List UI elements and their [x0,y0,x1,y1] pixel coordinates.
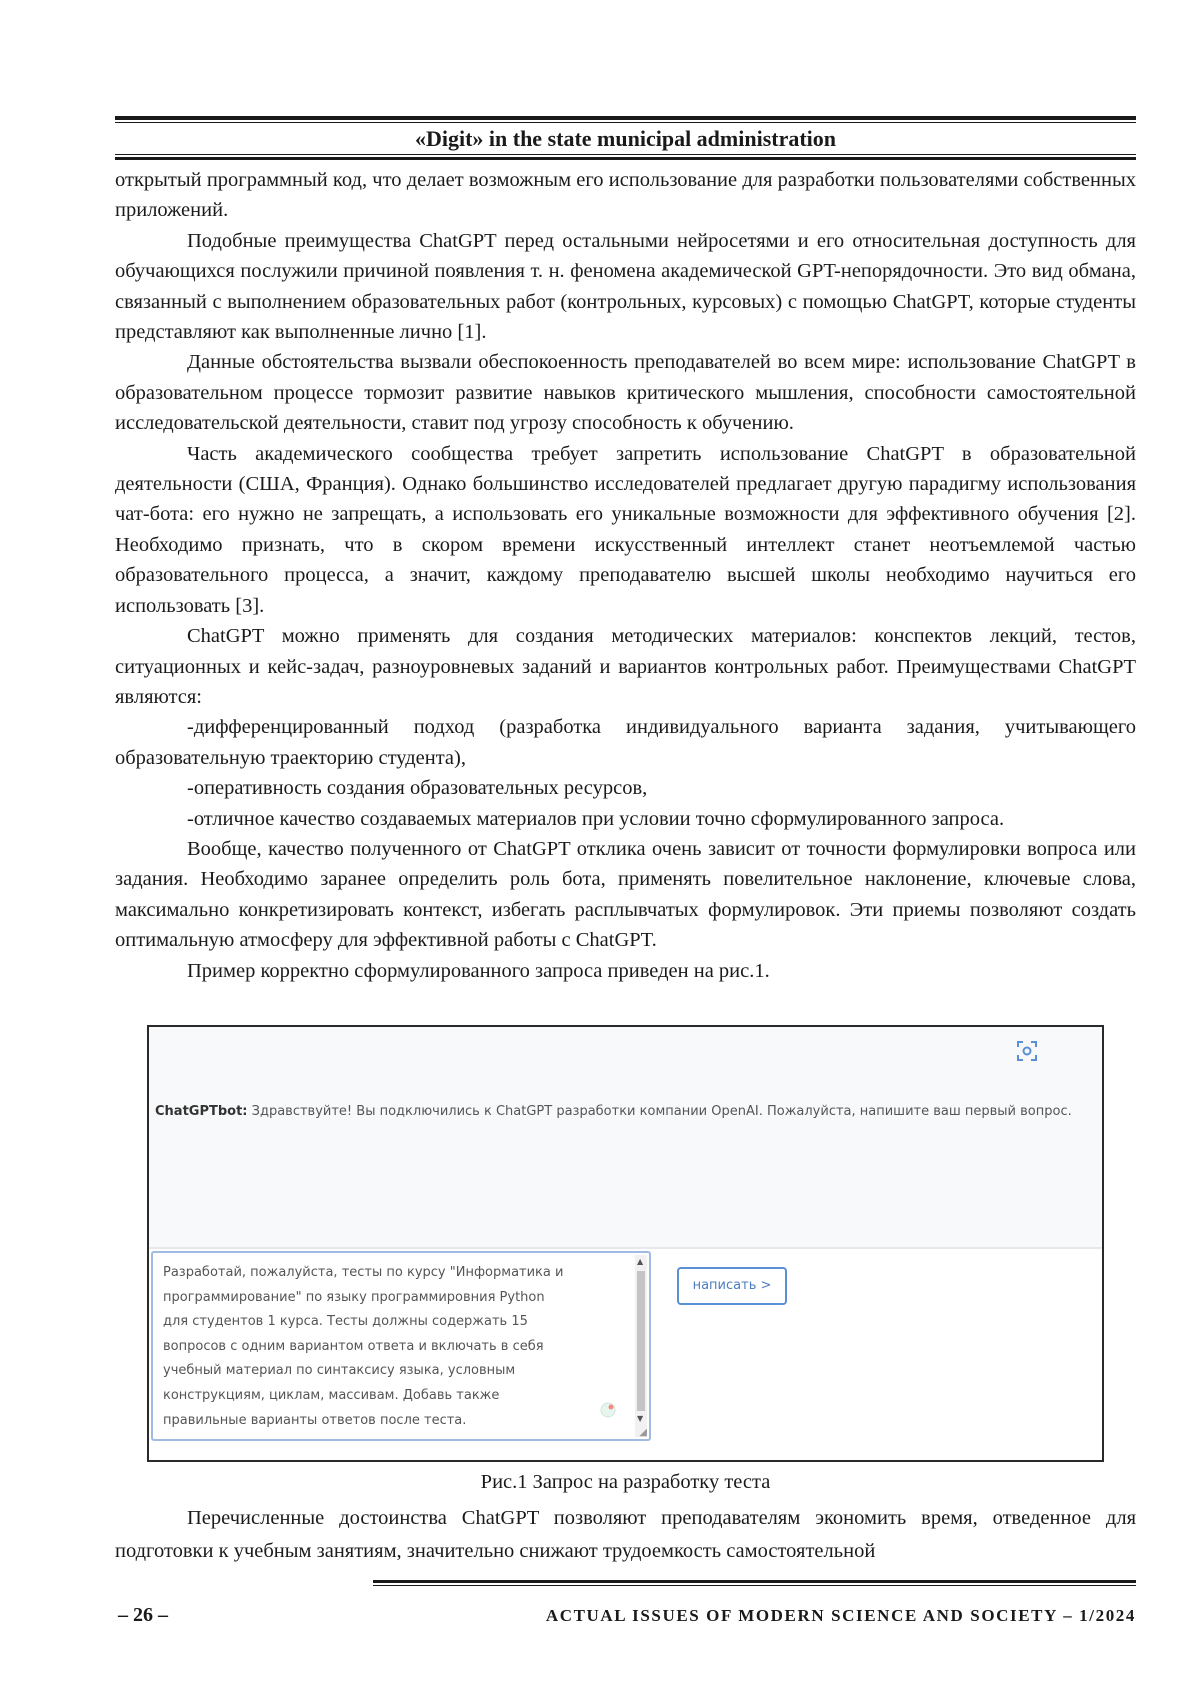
paragraph: открытый программный код, что делает возможным его использование для разработки пользователями собственных приложений. [115,169,1136,222]
prompt-text: Разработай, пожалуйста, тесты по курсу "Информатика и программирование" по языку программировния Python для студентов 1 курса. Тесты должны содержать 15 вопросов с одним вариантом ответа и включать в себя учебный материал по синтаксису языка, условным конструкциям, циклам, массивам. Добавь также правильные варианты ответов после теста. [163,1265,564,1428]
resize-grip-icon[interactable]: ◢ [639,1427,647,1438]
header-title: «Digit» in the state municipal administration [414,126,837,151]
list-item: -дифференцированный подход (разработка индивидуального варианта задания, учитывающего образовательную траекторию студента), [115,716,1136,769]
send-button[interactable]: написать > [677,1267,787,1305]
paragraph: Подобные преимущества ChatGPT перед остальными нейросетями и его относительная доступность для обучающихся послужили причиной появления т. н. феномена академической GPT-непорядочности. Это вид обмана, связанный с выполнением образовательных работ (контрольных, курсовых) с помощью ChatGPT, которые студенты представляют как выполненные лично [1]. [115,229,1136,344]
footer-rule [373,1580,1136,1586]
chat-history-panel [149,1027,1102,1249]
paragraph: Часть академического сообщества требует запретить использование ChatGPT в образовательной деятельности (США, Франция). Однако большинство исследователей предлагает другую парадигму использования чат-бота: его нужно не запрещать, а использовать его уникальные возможности для эффективного обучения [2]. Необходимо признать, что в скором времени искусственный интеллект станет неотъемлемой частью образовательного процесса, а значит, каждому преподавателю высшей школы необходимо научиться его использовать [3]. [115,442,1136,617]
paragraph: Вообще, качество полученного от ChatGPT отклика очень зависит от точности формулировки вопроса или задания. Необходимо заранее определить роль бота, применять повелительное наклонение, ключевые слова, максимально конкретизировать контекст, избегать расплывчатых формулировок. Эти приемы позволяют создать оптимальную атмосферу для эффективной работы с ChatGPT. [115,837,1136,952]
scroll-up-icon[interactable]: ▲ [637,1257,644,1266]
continuation-text [115,1502,1136,1568]
header-rule-bottom-thin [115,154,1136,155]
figure-chat-screenshot [147,1025,1104,1462]
scroll-thumb[interactable] [637,1271,645,1411]
figure-caption: Рис.1 Запрос на разработку теста [480,1471,771,1493]
header-rule-bottom [115,157,1136,160]
screenshot-icon[interactable] [1015,1039,1039,1063]
grammarly-icon[interactable] [599,1401,617,1419]
paragraph: Перечисленные достоинства ChatGPT позволяют преподавателям экономить время, отведенное для подготовки к учебным занятиям, значительно снижают трудоемкость самостоятельной [115,1507,1136,1562]
list-item: -отличное качество создаваемых материалов при условии точно сформулированного запроса. [187,807,1005,830]
chat-input-area [149,1249,1102,1460]
body-text [115,165,1136,986]
paragraph: Пример корректно сформулированного запроса приведен на рис.1. [187,959,770,982]
paragraph: Данные обстоятельства вызвали обеспокоенность преподавателей во всем мире: использование ChatGPT в образовательном процессе тормозит развитие навыков критического мышления, способности самостоятельной исследовательской деятельности, ставит под угрозу способность к обучению. [115,351,1136,435]
bot-message-text: Здравствуйте! Вы подключились к ChatGPT разработки компании OpenAI. Пожалуйста, напишите ваш первый вопрос. [247,1104,1072,1119]
bot-message [155,1101,1104,1123]
prompt-scrollbar[interactable] [635,1255,647,1437]
prompt-textarea[interactable] [151,1251,651,1441]
journal-title: ACTUAL ISSUES OF MODERN SCIENCE AND SOCIETY – 1/2024 [545,1606,1136,1625]
paragraph: ChatGPT можно применять для создания методических материалов: конспектов лекций, тестов, ситуационных и кейс-задач, разноуровневых заданий и вариантов контрольных работ. Преимуществами ChatGPT являются: [115,625,1136,708]
bot-name: ChatGPTbot: [155,1104,248,1119]
header-rule-top [115,116,1136,120]
list-item: -оперативность создания образовательных ресурсов, [187,777,648,800]
page-number: – 26 – [118,1604,168,1626]
running-header [115,116,1136,160]
scroll-down-icon[interactable]: ▼ [637,1414,644,1423]
